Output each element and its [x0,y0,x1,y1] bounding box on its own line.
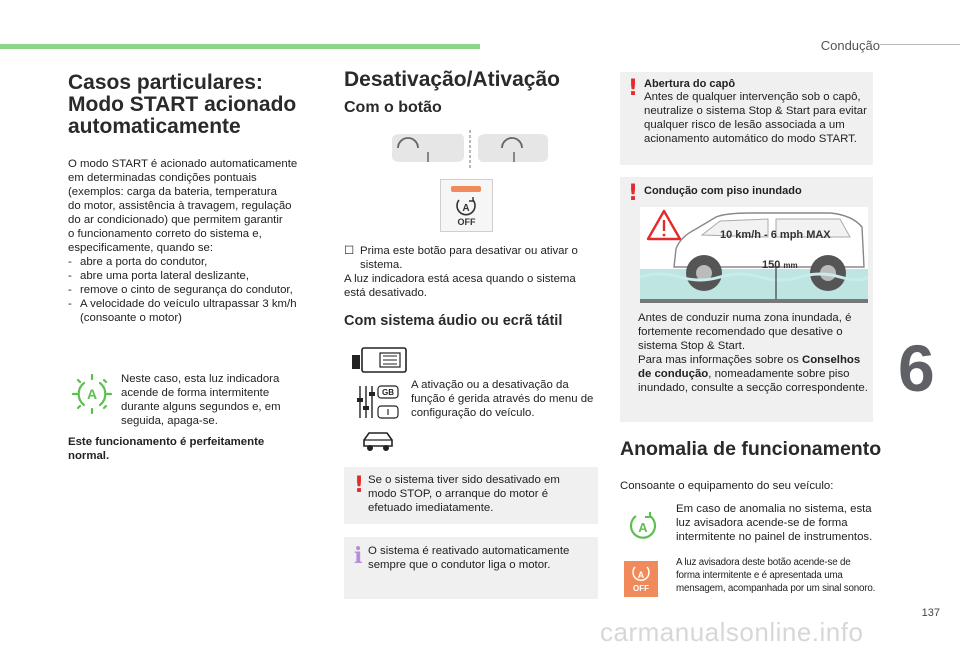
flood-text [638,311,870,395]
watermark: carmanualsonline.info [600,617,864,647]
press-note: A luz indicadora está acesa quando o sistema está desativado. [344,273,576,299]
auto-start-icon [630,564,652,582]
hood-warning-content [644,78,868,146]
reactivation-info-box [344,537,598,599]
svg-text:A: A [637,570,645,580]
dashboard-illustration [390,128,550,172]
audio-description: A ativação ou a desativação da função é gerida através do menu de configuração do veículo. [411,379,594,419]
max-speed-label: 10 km/h - 6 mph MAX [720,229,831,241]
instruction-row: ☐ Prima este botão para desativar ou ativar o sistema. [344,245,578,271]
fault-off-label: OFF [633,584,649,593]
info-icon: i [354,543,363,569]
intro-line: em determinadas condições pontuais [68,172,257,184]
malfunction-intro: Consoante o equipamento do seu veículo: [620,480,834,492]
svg-text:A: A [86,386,98,402]
flood-warning-box [620,177,873,422]
page-number: 137 [921,607,940,619]
depth-unit: mm [783,261,798,270]
hood-text: Antes de qualquer intervenção sob o capô, neutralize o sistema Stop & Start para evitar qualquer risco de lesão associada a um acionamento automático do modo START. [644,91,867,145]
warning-text: Se o sistema tiver sido desativado em modo STOP, o arranque do motor é efetuado imediatamente. [368,474,560,514]
intro-line: O modo START é acionado automaticamente [68,158,298,170]
title-line: Casos particulares: [68,71,263,94]
warning-icon: ! [354,473,365,498]
fault-off-button-icon [624,561,658,597]
hood-title: Abertura do capô [644,78,736,90]
flood-reference: Para mas informações sobre os Conselhos de condução, nomeadamente sobre piso inundado, consulte a secção correspondente. [638,354,868,394]
fault-item-button: A luz avisadora deste botão acende-se de forma intermitente e é apresentada uma mensagem, acompanhada por um sinal sonoro. [676,557,876,594]
language-gb-label: GB [382,388,394,397]
list-item: - abre uma porta lateral deslizante, [68,270,250,282]
svg-text:A: A [638,520,648,535]
audio-subtitle: Com sistema áudio ou ecrã tátil [344,313,563,329]
warning-icon: ! [628,76,639,101]
malfunction-title: Anomalia de funcionamento [620,438,882,460]
vehicle-settings-icon [360,428,396,454]
vehicle-water-graphic [640,207,868,303]
water-depth-label [762,259,798,271]
intro-line: o funcionamento correto do sistema e, [68,228,262,240]
press-instruction [344,244,599,300]
title-line: automaticamente [68,115,241,138]
depth-value: 150 [762,259,781,271]
flood-advice: Antes de conduzir numa zona inundada, é fortemente recomendado que desative o sistema Stop & Start. [638,312,852,352]
off-indicator-lamp [451,186,481,192]
touchscreen-icon [350,345,410,375]
warning-icon: ! [628,181,639,206]
svg-text:A: A [462,203,470,214]
auto-start-icon [454,196,478,216]
driving-advice-link: Conselhos de condução [638,354,861,380]
deactivation-title: Desativação/Ativação [344,68,560,91]
header-divider [880,44,960,45]
stop-mode-warning-box [344,467,598,524]
start-fault-indicator-icon [628,512,658,540]
normal-note: Este funcionamento é perfeitamente normal. [68,436,265,462]
start-indicator-icon [70,374,114,414]
intro-line: especificamente, quando se: [68,242,214,254]
flooded-road-illustration [640,207,868,303]
intro-line: do ar condicionado) que permitem garantir [68,214,283,226]
info-text: O sistema é reativado automaticamente sempre que o condutor liga o motor. [368,545,570,571]
list-item: - remove o cinto de segurança do condutor, [68,284,293,296]
section-color-bar [0,44,480,49]
flood-title: Condução com piso inundado [644,185,802,197]
list-item: - abre a porta do condutor, [68,256,208,268]
intro-paragraph [68,157,330,325]
button-subtitle: Com o botão [344,99,442,116]
section-title: Condução [820,38,880,53]
off-label: OFF [457,217,476,227]
language-i-label: I [386,408,390,417]
hood-warning-box [620,72,873,165]
chapter-number: 6 [898,331,935,405]
list-item: - A velocidade do veículo ultrapassar 3 km/h (consoante o motor) [68,298,297,324]
intro-line: do motor, assistência à travagem, regulação [68,200,292,212]
left-title [68,72,318,138]
title-line: Modo START acionado [68,93,297,116]
intro-line: (exemplos: carga da bateria, temperatura [68,186,277,198]
fault-item-instrument: Em caso de anomalia no sistema, esta luz avisadora acende-se de forma intermitente no painel de instrumentos. [676,503,873,543]
indicator-description: Neste caso, esta luz indicadora acende de forma intermitente durante alguns segundos e, em seguida, apaga-se. [121,373,281,427]
stop-start-off-button[interactable] [440,179,493,232]
